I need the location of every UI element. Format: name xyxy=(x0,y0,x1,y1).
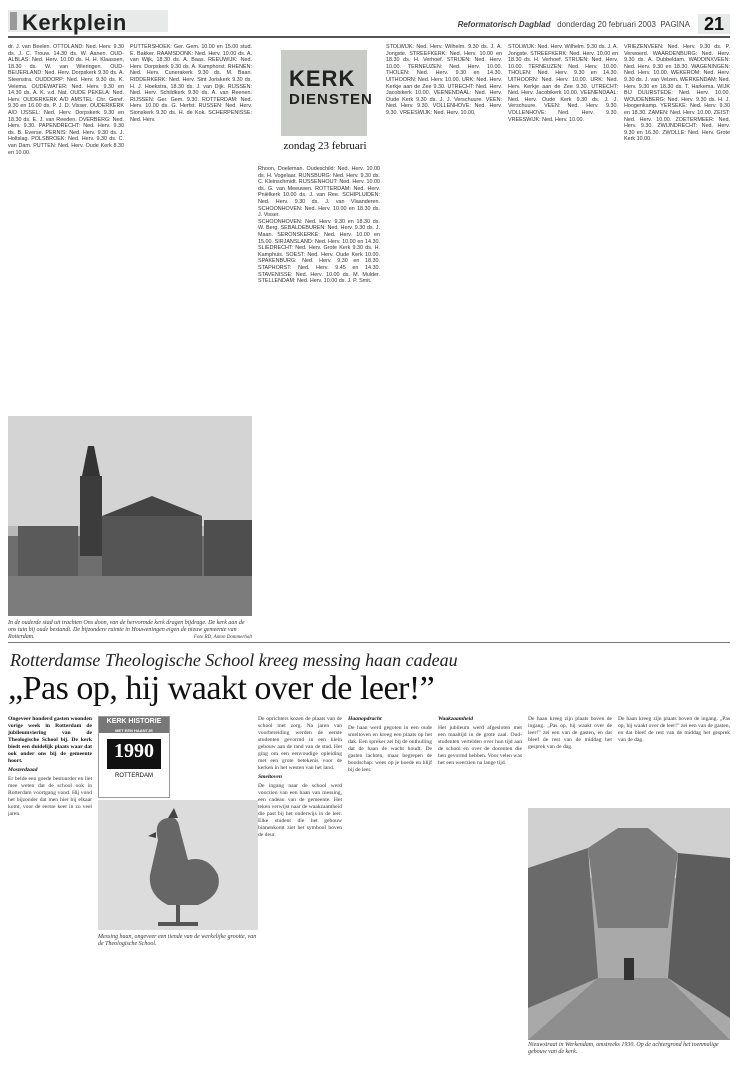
article-intro: Ongeveer honderd gasten woonden vorige week in Rotterdam de jubileumviering van de Theologische School bij. De kerk biedt een duidelijk plaats waar dat ook onder ons bij de gemeente hoort. xyxy=(8,716,92,764)
header-rule xyxy=(8,36,730,38)
kerkdiensten-logo xyxy=(259,44,389,162)
photo-caption-text: In de ouderde stad uit trachten Ons doon, van de hervormde kerk dragen bijdrage. De kerk aan de ons tuin bij oude bestandt. De bijzondere ruimte in Houweningen eigen de nieuw gemeente van Rotterdam. xyxy=(8,620,245,640)
article-paragraph: De ingang naar de school werd voorzien van een haan van messing, een cadeau van de gemeente. Het teken verwijst naar de waakzaamheid die past bij het onderwijs in de leer. Elke student die het gebouw binnenkomt ziet het symbool boven de deur. xyxy=(258,783,342,838)
street-photo-art xyxy=(528,808,730,1040)
logo-line-2: DIENSTEN xyxy=(289,91,373,108)
listing-text: PUTTERSHOEK: Ger. Gem. 10.00 en 15.00 stud. E. Bakker. RAAMSDONK: Ned. Herv. 10.00 ds. A. van Wijk, 18.30 ds. A. Baas. REEUWIJK: Ned. Herv. Dorpskerk 9.30 ds. A. Kamphorst. RHENEN: Ned. Herv. Cunerakerk 9.30 ds. M. Baan. RIDDERKERK: Ned. Herv. Sint Joriskerk 9.30 ds. H. J. Hoekstra, 18.30 ds. J. van Dijk. RIJSSEN: Ned. Herv. Schildkerk 9.30 ds. A. van Reenen. RIJSSEN: Ger. Gem. 9.30. ROTTERDAM: Ned. Herv. 10.00 ds. G. Herfst. RUSSEN: Ned. Herv. Sionskerk 9.30 ds. H. de Kok. SCHERPENISSE: Ned. Herv. xyxy=(130,44,252,123)
church-photo-art xyxy=(8,416,252,616)
article-column-6 xyxy=(618,716,730,806)
photo-credit: Foto RD, Anton Dommerholt xyxy=(193,635,252,640)
street-caption: Nieuwstraat in Werkendam, omstreeks 1930. Op de achtergrond het toenmalige gebouw van de kerk. xyxy=(528,1042,719,1055)
page-header xyxy=(0,0,738,36)
listing-text: SCHOONHOVEN: Ned. Herv. 9.30 en 18.30 ds. W. Berg. SEBALDEBUREN: Ned. Herv. 9.30 ds. J. Maan. SERONSKERKE: Ned. Herv. 10.00 en 15.00. SIRJANSLAND: Ned. Herv. 10.00 en 14.30. SLIEDRECHT: Ned. Herv. Grote Kerk 9.30 ds. H. Kamphuis. SOEST: Ned. Herv. Oude Kerk 10.00. SPAKENBURG: Ned. Herv. 9.30 en 18.30. STAPHORST: Ned. Herv. 9.45 en 14.30. STAVENISSE: Ned. Herv. 10.00 ds. M. Mulder. STELLENDAM: Ned. Herv. 10.00 ds. J. P. Smit. xyxy=(258,218,380,285)
logo-text xyxy=(289,68,373,110)
subhead-haanopdracht: Haanopdracht xyxy=(348,716,382,722)
photo-caption xyxy=(8,620,252,641)
logo-band xyxy=(99,717,169,733)
article-paragraph: Het jubileum werd afgesloten met een maaltijd in de grote zaal. Oud-studenten vertelden over hun tijd aan de school en over de docenten die hen gevormd hebben. Voor velen was het een weerzien na lange tijd. xyxy=(438,725,522,766)
article-rule xyxy=(8,642,730,643)
logo-year: 1990 xyxy=(107,739,161,769)
listing-column-3-body xyxy=(258,166,380,546)
article-paragraph: De haan werd gegoten in een oude smeltoven en kreeg een plaats op het dak. Een spreker zei bij de onthulling dat de haan de wacht houdt. De gasten lachten, maar begrepen de boodschap: wees op je hoede en blijf bij de leer. xyxy=(348,725,432,773)
page-label: PAGINA xyxy=(660,20,690,29)
issue-date: donderdag 20 februari 2003 xyxy=(557,20,656,29)
listing-text: dr. J. van Beelen. OTTOLAND: Ned. Herv. 9.30 ds. J. C. Trouw. 14.30 ds. W. Aanen. OUD-ALBLAS: Ned. Herv. 10.00 ds. H. H. Klaassen, 18.30 ds. W. van Wieringen. OUD-BEIJERLAND: Ned. Herv. Dorpskerk 9.30 ds. A. Steenstra. OUDDORP: Ned. Herv. 9.30 ds. K. Velema. OUDEWATER: Ned. Herv. 9.30 en 14.30 ds. A. K. v.d. Nat. OUDE PEKELA: Ned. Herv. OUDERKERK A/D AMSTEL: Chr. Geref. 9.30 en 16.00 ds. P. J. D. Visser. OUDERKERK A/D IJSSEL: Ned. Herv. Dorpskerk 9.30 en 18.30 ds. E. J. van Reeden. OVERBERG: Ned. Herv. 9.30. PAPENDRECHT: Ned. Herv. 9.30 ds. B. Everse. PERNIS: Ned. Herv. 9.30 ds. J. Holtslag. POLSBROEK: Ned. Herv. 9.30 ds. C. van Dam. PUTTEN: Ned. Herv. Oude Kerk 8.30 en 10.00. xyxy=(8,44,124,156)
subhead-mosterdzaad: Mosterdzaad xyxy=(8,767,38,773)
subhead-waakzaamheid: Waakzaamheid xyxy=(438,716,474,722)
logo-line-1: KERK HISTORIE xyxy=(106,718,162,725)
article-paragraph: De oprichters kozen de plaats van de school met zorg. Na jaren van voorbereiding werden de eerste studenten gevormd in een klein gebouw aan de rand van de stad. Het ging om een eenvoudige opleiding met een grote betekenis voor de kerken in het westen van het land. xyxy=(258,716,342,771)
article-column-1 xyxy=(8,716,92,1060)
kerkhistorie-logo xyxy=(98,716,170,798)
listing-column-1 xyxy=(8,44,124,412)
article-paragraph: De haan kreeg zijn plaats boven de ingang. „Pas op, hij waakt over de leer!” zei een van de gasten, en dat bleef de rest van de middag het gesprek van de dag. xyxy=(618,716,730,743)
article-headline: „Pas op, hij waakt over de leer!” xyxy=(8,670,435,707)
paper-info xyxy=(458,20,690,29)
article-column-3 xyxy=(348,716,432,1060)
page-number: 21 xyxy=(698,14,730,34)
article-paragraph: Er belde een goede bestuurder en liet mee weten dat de school ook in Rotterdam voortgang vond. Hij vond het bijzonder dat men hier bij elkaar komt, voor de eerste keer in zo veel jaren. xyxy=(8,776,92,817)
listing-text: STOLWIJK: Ned. Herv. Wilhelm. 9.30 ds. J. A. Jongste. STREEFKERK: Ned. Herv. 10.00 en 18.30 ds. H. Verhoef. STRIJEN: Ned. Herv. 10.00. TERNEUZEN: Ned. Herv. 10.00. THOLEN: Ned. Herv. 9.30 en 14.30. UITHOORN: Ned. Herv. 10.00. URK: Ned. Herv. Kerkje aan de Zee 9.30. UTRECHT: Ned. Herv. Jacobikerk 10.00. VEENENDAAL: Ned. Herv. Oude Kerk 9.30 ds. J. J. Verschuure. VEEN: Ned. Herv. 9.30. VOLLENHOVE: Ned. Herv. 9.30. VREESWIJK: Ned. Herv. 10.00. xyxy=(386,44,502,116)
subhead-smeltoven: Smeltoven xyxy=(258,774,282,780)
rooster-caption: Messing haan, ongeveer een tiende van de werkelijke grootte, van de Theologische School. xyxy=(98,934,257,947)
listing-text: STOLWIJK: Ned. Herv. Wilhelm. 9.30 ds. J. A. Jongste. STREEFKERK: Ned. Herv. 10.00 en 18.30 ds. H. Verhoef. STRIJEN: Ned. Herv. 10.00. TERNEUZEN: Ned. Herv. 10.00. THOLEN: Ned. Herv. 9.30 en 14.30. UITHOORN: Ned. Herv. 10.00. URK: Ned. Herv. Kerkje aan de Zee 9.30. UTRECHT: Ned. Herv. Jacobikerk 10.00. VEENENDAAL: Ned. Herv. Oude Kerk 9.30 ds. J. J. Verschuure. VEEN: Ned. Herv. 9.30. VOLLENHOVE: Ned. Herv. 9.30. VREESWIJK: Ned. Herv. 10.00. xyxy=(508,44,618,123)
listing-column-2 xyxy=(130,44,252,412)
section-title: Kerkplein xyxy=(22,10,127,35)
listing-column-4 xyxy=(386,44,502,632)
rooster-icon xyxy=(98,800,258,930)
listing-text: Rhoon, Doeleman. Oudeschild: Ned. Herv. 10.00 ds. H. Vogelaar. RIJNSBURG: Ned. Herv. 9.30 ds. C. Kleinschmidt. RIJSSENHOUT: Ned. Herv. 10.00 ds. G. van Meeuwen. ROTTERDAM: Ned. Herv. Pniëlkerk 10.00 ds. J. van Ree. SCHIPLUIDEN: Ned. Herv. 9.30 ds. J. van Vlaanderen. SCHOONHOVEN: Ned. Herv. 10.00 en 18.30 ds. J. Visser. xyxy=(258,166,380,219)
rooster-photo xyxy=(98,800,258,930)
logo-line-1: KERK xyxy=(289,66,356,91)
article-paragraph: De haan kreeg zijn plaats boven de ingang. „Pas op, hij waakt over de leer!” zei een van de gasten, en dat bleef de rest van de middag het gesprek van de dag. xyxy=(528,716,612,750)
listing-column-6 xyxy=(624,44,730,632)
article-column-2 xyxy=(258,716,342,1060)
listing-column-5 xyxy=(508,44,618,632)
logo-line-2: MET EEN HAANTJE xyxy=(115,728,153,733)
paper-name: Reformatorisch Dagblad xyxy=(457,20,551,29)
logo-city: ROTTERDAM xyxy=(115,773,153,779)
article-kicker: Rotterdamse Theologische School kreeg messing haan cadeau xyxy=(10,650,458,670)
service-date: zondag 23 februari xyxy=(283,140,367,152)
section-marker xyxy=(10,12,17,30)
street-photo xyxy=(528,808,730,1040)
article-column-4 xyxy=(438,716,522,1060)
listing-text: VRIEZENVEEN: Ned. Herv. 9.30 ds. P. Verwoerd. WAARDENBURG: Ned. Herv. 9.30 ds. A. Dubbeldam. WADDINXVEEN: Ned. Herv. 9.30 en 18.30. WAGENINGEN: Ned. Herv. 10.00. WEKEROM: Ned. Herv. 9.30 ds. J. van Velzen. WERKENDAM: Ned. Herv. 9.30 en 18.30 ds. T. Harkema. WIJK BIJ DUURSTEDE: Ned. Herv. 10.00. WOUDENBERG: Ned. Herv. 9.30 ds. H. J. Hoogenkamp. YERSEKE: Ned. Herv. 9.30 en 18.30. ZAMEN: Ned. Herv. 10.00. ZEIST: Ned. Herv. 10.00. ZOETERMEER: Ned. Herv. 9.30. ZWIJNDRECHT: Ned. Herv. 9.30 en 16.30. ZWOLLE: Ned. Herv. Grote Kerk 10.00. xyxy=(624,44,730,143)
article-column-5 xyxy=(528,716,612,806)
church-photo xyxy=(8,416,252,616)
